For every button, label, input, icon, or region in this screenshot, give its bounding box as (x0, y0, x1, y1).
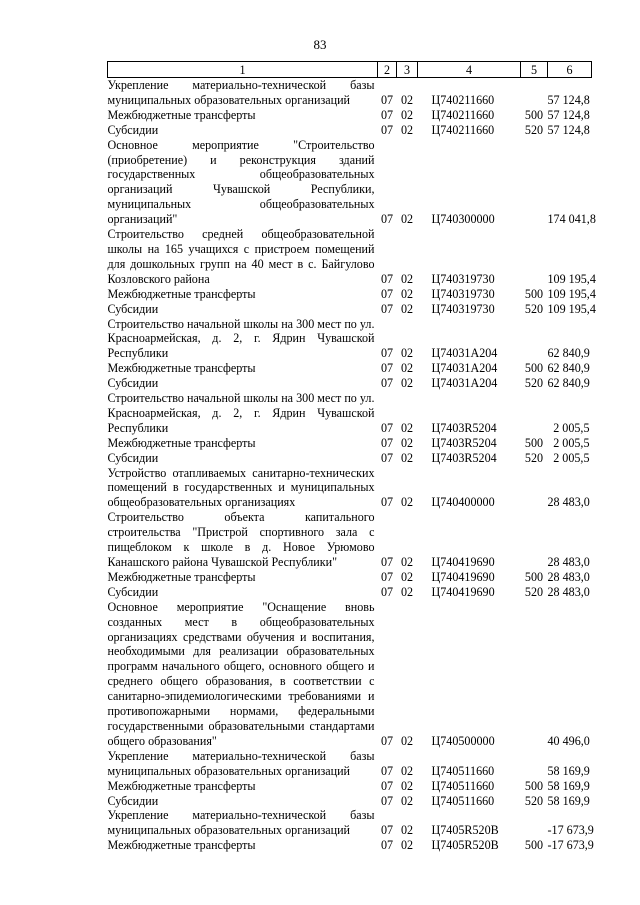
row-amount: 58 169,9 (547, 793, 590, 808)
row-name: Строительство объекта капитального строительства "Пристрой спортивного зала с пищеблоком к школе в д. Новое Урюмово Канашского района Чувашской Республики" (107, 510, 375, 569)
table-row (108, 779, 592, 794)
row-expense-type-code: 520 (524, 301, 544, 316)
budget-table (107, 61, 596, 853)
row-expense-type-code (521, 78, 548, 108)
row-subsection-code: 02 (400, 555, 414, 569)
row-expense-type-code (521, 600, 548, 749)
row-subsection-code: 02 (400, 212, 414, 227)
row-section-code: 07 (380, 212, 394, 227)
row-name: Строительство средней общеобразовательной школы на 165 учащихся с пристроем помещений для дошкольных групп на 40 мест в с. Байгулово Козловского района (107, 227, 375, 286)
row-name: Укрепление материально-технической базы муниципальных образовательных организаций (107, 748, 375, 778)
row-target-article-code: Ц740300000 (431, 212, 495, 227)
row-section-code: 07 (380, 420, 394, 435)
table-row (108, 108, 592, 123)
table-row (108, 361, 592, 376)
row-amount: 28 483,0 (547, 495, 590, 510)
table-row (108, 600, 592, 749)
column-header-6: 6 (548, 62, 592, 78)
row-subsection-code: 02 (400, 450, 414, 465)
row-expense-type-code: 500 (524, 107, 544, 122)
table-row (108, 287, 592, 302)
row-subsection-code: 02 (400, 271, 414, 286)
row-name: Субсидии (107, 793, 159, 808)
row-expense-type-code: 500 (524, 435, 544, 450)
row-name: Межбюджетные трансферты (107, 286, 256, 301)
row-expense-type-code (521, 317, 548, 362)
row-subsection-code: 02 (400, 569, 414, 584)
table-row (108, 123, 592, 138)
table-row (108, 391, 592, 436)
row-amount: 58 169,9 (547, 763, 590, 778)
row-section-code: 07 (380, 778, 394, 793)
row-expense-type-code: 500 (524, 361, 544, 376)
row-target-article-code: Ц740511660 (431, 793, 495, 808)
row-subsection-code: 02 (400, 763, 414, 778)
row-target-article-code: Ц740511660 (431, 778, 495, 793)
row-name: Укрепление материально-технической базы муниципальных образовательных организаций (107, 78, 375, 107)
row-name: Основное мероприятие "Строительство (приобретение) и реконструкция зданий государственных общеобразовательных организаций Чувашской Республики, муниципальных общеобразовательных организаций" (107, 137, 375, 227)
table-row (108, 749, 592, 779)
row-expense-type-code: 520 (524, 376, 544, 391)
table-row (108, 227, 592, 287)
column-header-1: 1 (108, 62, 378, 78)
row-amount: -17 673,9 (547, 838, 594, 853)
row-amount: 174 041,8 (547, 212, 596, 227)
row-subsection-code: 02 (400, 495, 414, 510)
row-expense-type-code: 500 (524, 286, 544, 301)
row-target-article-code: Ц74031А204 (431, 376, 498, 391)
row-target-article-code: Ц740319730 (431, 271, 495, 286)
row-section-code: 07 (380, 495, 394, 510)
row-amount: 57 124,8 (547, 107, 590, 122)
row-amount: 2 005,5 (553, 435, 590, 450)
row-amount: 62 840,9 (547, 376, 590, 391)
row-name: Межбюджетные трансферты (107, 435, 256, 450)
row-section-code: 07 (380, 435, 394, 450)
row-target-article-code: Ц7405R520В (431, 823, 499, 838)
row-subsection-code: 02 (400, 793, 414, 808)
row-name: Субсидии (107, 584, 159, 599)
row-subsection-code: 02 (400, 376, 414, 391)
row-section-code: 07 (380, 301, 394, 316)
row-target-article-code: Ц740419690 (431, 555, 495, 569)
row-section-code: 07 (380, 555, 394, 569)
row-section-code: 07 (380, 823, 394, 838)
row-amount: 62 840,9 (547, 361, 590, 376)
row-amount: 57 124,8 (547, 122, 590, 137)
table-row (108, 302, 592, 317)
row-subsection-code: 02 (400, 420, 414, 435)
row-amount: 109 195,4 (547, 301, 596, 316)
row-subsection-code: 02 (400, 346, 414, 361)
row-amount: 2 005,5 (553, 450, 590, 465)
row-amount: 28 483,0 (547, 569, 590, 584)
row-name: Субсидии (107, 122, 159, 137)
row-section-code: 07 (380, 733, 394, 748)
row-name: Устройство отапливаемых санитарно-технических помещений в государственных и муниципальных общеобразовательных организациях (107, 465, 375, 510)
row-subsection-code: 02 (400, 107, 414, 122)
table-row (108, 78, 592, 108)
row-target-article-code: Ц7403R5204 (431, 435, 497, 450)
row-subsection-code: 02 (400, 286, 414, 301)
row-section-code: 07 (380, 271, 394, 286)
row-expense-type-code: 520 (524, 450, 544, 465)
row-section-code: 07 (380, 569, 394, 584)
table-row (108, 138, 592, 227)
row-section-code: 07 (380, 450, 394, 465)
row-expense-type-code (521, 808, 548, 838)
row-section-code: 07 (380, 346, 394, 361)
row-target-article-code: Ц740400000 (431, 495, 495, 510)
row-name: Строительство начальной школы на 300 мест по ул. Красноармейская, д. 2, г. Ядрин Чувашской Республики (107, 391, 375, 435)
row-expense-type-code (521, 391, 548, 436)
column-header-4: 4 (418, 62, 521, 78)
row-amount: 109 195,4 (547, 286, 596, 301)
row-subsection-code: 02 (400, 361, 414, 376)
column-header-5: 5 (521, 62, 548, 78)
row-subsection-code: 02 (400, 778, 414, 793)
table-row (108, 317, 592, 362)
row-amount: 62 840,9 (547, 346, 590, 361)
header-row (108, 62, 592, 78)
page-number: 83 (313, 37, 327, 52)
row-expense-type-code: 500 (524, 838, 544, 853)
row-amount: 109 195,4 (547, 271, 596, 286)
row-subsection-code: 02 (400, 301, 414, 316)
table-row (108, 510, 592, 570)
row-name: Укрепление материально-технической базы муниципальных образовательных организаций (107, 808, 375, 838)
row-name: Основное мероприятие "Оснащение вновь созданных мест в общеобразовательных организациях средствами обучения и воспитания, необходимыми для реализации образовательных программ начального общего, основного общего и среднего общего образования, в соответствии с санитарно-эпидемиологическими требованиями и противопожарными нормами, федеральными государственными образовательными стандартами общего образования" (107, 599, 375, 748)
row-name: Межбюджетные трансферты (107, 107, 256, 122)
row-target-article-code: Ц740211660 (431, 107, 495, 122)
row-section-code: 07 (380, 376, 394, 391)
row-name: Субсидии (107, 301, 159, 316)
row-subsection-code: 02 (400, 733, 414, 748)
table-body (107, 78, 596, 854)
row-name: Строительство начальной школы на 300 мест по ул. Красноармейская, д. 2, г. Ядрин Чувашской Республики (107, 316, 375, 361)
row-target-article-code: Ц740319730 (431, 286, 495, 301)
row-target-article-code: Ц740500000 (431, 733, 495, 748)
column-header-3: 3 (397, 62, 418, 78)
row-section-code: 07 (380, 286, 394, 301)
row-expense-type-code (521, 466, 548, 511)
table-row (108, 794, 592, 809)
row-name: Субсидии (107, 376, 159, 391)
table-row (108, 808, 592, 838)
row-subsection-code: 02 (400, 823, 414, 838)
row-name: Межбюджетные трансферты (107, 361, 256, 376)
row-subsection-code: 02 (400, 435, 414, 450)
table-row (108, 570, 592, 585)
row-section-code: 07 (380, 763, 394, 778)
row-target-article-code: Ц74031А204 (431, 346, 498, 361)
row-amount: 2 005,5 (553, 420, 590, 435)
row-amount: 40 496,0 (547, 733, 590, 748)
row-target-article-code: Ц740211660 (431, 122, 495, 137)
row-section-code: 07 (380, 122, 394, 137)
row-amount: 58 169,9 (547, 778, 590, 793)
row-target-article-code: Ц7405R520В (431, 838, 499, 853)
row-section-code: 07 (380, 92, 394, 107)
row-section-code: 07 (380, 361, 394, 376)
row-expense-type-code: 520 (524, 584, 544, 599)
row-expense-type-code: 520 (524, 122, 544, 137)
row-target-article-code: Ц740511660 (431, 763, 495, 778)
row-expense-type-code (521, 749, 548, 779)
row-subsection-code: 02 (400, 122, 414, 137)
row-expense-type-code: 500 (524, 569, 544, 584)
row-name: Межбюджетные трансферты (107, 838, 256, 853)
row-section-code: 07 (380, 838, 394, 853)
row-section-code: 07 (380, 793, 394, 808)
table-row (108, 466, 592, 511)
row-section-code: 07 (380, 107, 394, 122)
row-name: Межбюджетные трансферты (107, 569, 256, 584)
row-target-article-code: Ц7403R5204 (431, 420, 497, 435)
row-target-article-code: Ц740419690 (431, 584, 495, 599)
table-row (108, 436, 592, 451)
row-expense-type-code (521, 138, 548, 227)
row-section-code: 07 (380, 584, 394, 599)
table-row (108, 585, 592, 600)
row-target-article-code: Ц740319730 (431, 301, 495, 316)
row-target-article-code: Ц740419690 (431, 569, 495, 584)
row-target-article-code: Ц74031А204 (431, 361, 498, 376)
row-subsection-code: 02 (400, 92, 414, 107)
row-subsection-code: 02 (400, 584, 414, 599)
row-amount: 57 124,8 (547, 92, 590, 107)
row-subsection-code: 02 (400, 838, 414, 853)
table-row (108, 451, 592, 466)
row-target-article-code: Ц7403R5204 (431, 450, 497, 465)
row-target-article-code: Ц740211660 (431, 92, 495, 107)
row-name: Межбюджетные трансферты (107, 778, 256, 793)
table-row (108, 838, 592, 853)
column-header-2: 2 (378, 62, 397, 78)
row-expense-type-code: 500 (524, 778, 544, 793)
table-row (108, 376, 592, 391)
row-name: Субсидии (107, 450, 159, 465)
row-amount: 28 483,0 (547, 584, 590, 599)
row-expense-type-code (521, 510, 548, 570)
row-amount: 28 483,0 (547, 555, 590, 569)
row-amount: -17 673,9 (547, 823, 594, 838)
row-expense-type-code (521, 227, 548, 287)
row-expense-type-code: 520 (524, 793, 544, 808)
